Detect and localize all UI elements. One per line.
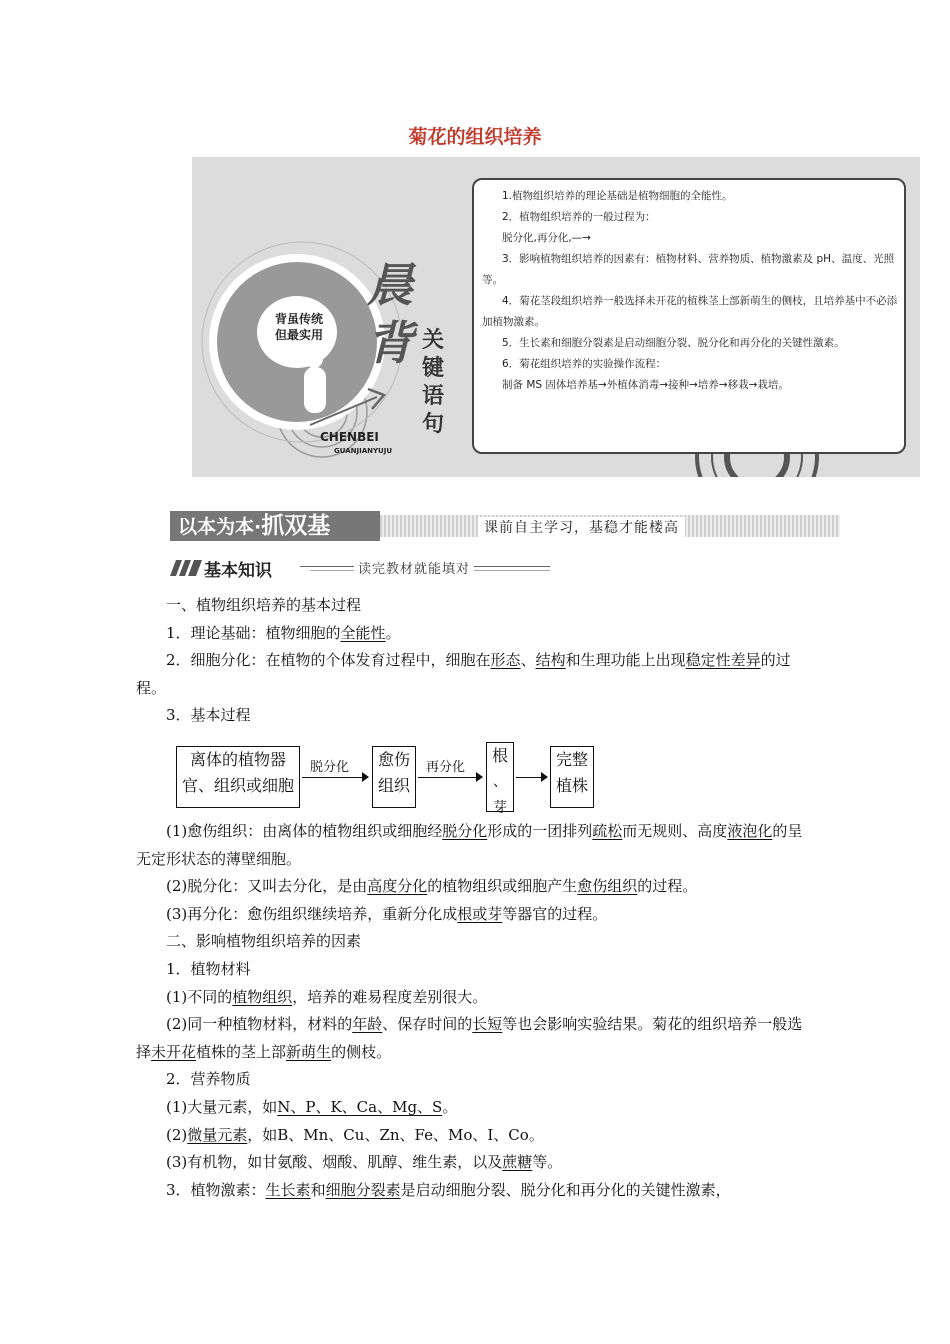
heading-2: 二、影响植物组织培养的因素 (166, 932, 362, 951)
heading-1: 一、植物组织培养的基本过程 (166, 596, 362, 614)
process-flow (176, 746, 616, 816)
arrow-head-icon (362, 772, 369, 782)
key-point: 制备 MS 固体培养基→外植体消毒→接种→培养→移栽→栽培。 (502, 379, 789, 391)
flow-box-callus: 愈伤 组织 (372, 746, 416, 808)
body-text-1: 一、植物组织培养的基本过程 1．理论基础：植物细胞的全能性。 2．细胞分化：在植物的个体发育过程中，细胞在形态、结构和生理功能上出现稳定性差异的过程。 3．基本过程 (136, 592, 816, 730)
subsection-label: 基本知识 (204, 561, 272, 581)
body-text-2: (1)愈伤组织：由离体的植物组织或细胞经脱分化形成的一团排列疏松而无规则、高度液泡化的呈无定形状态的薄壁细胞。 (2)脱分化：又叫去分化，是由高度分化的植物组织或细胞产生愈伤组织的过程。 (3)再分化：愈伤组织继续培养，重新分化成根或芽等器官的过程。 二、影响植物组织培养的因素 1．植物材料 (1)不同的植物组织，培养的难易程度差别很大。 (2)同一种植物材料，材料的年龄、保存时间的长短等也会影响实验结果。菊花的组织培养一般选择未开花植株的茎上部新萌生的侧枝。 2．营养物质 (1)大量元素，如N、P、K、Ca、Mg、S。 (2)微量元素，如B、Mn、Cu、Zn、Fe、Mo、I、Co。 (3)有机物，如甘氨酸、烟酸、肌醇、维生素，以及蔗糖等。 3．植物激素：生长素和细胞分裂素是启动细胞分裂、脱分化和再分化的关键性激素， (136, 818, 816, 1204)
flow-label-dedifferentiation: 脱分化 (310, 760, 350, 775)
page-title: 菊花的组织培养 (408, 126, 542, 148)
flow-label-redifferentiation: 再分化 (426, 760, 466, 775)
banner-char-chen: 晨 (367, 258, 413, 312)
key-point: 1.植物组织培养的理论基础是植物细胞的全能性。 (502, 190, 733, 202)
subsection-subtitle: 读完教材就能填对 (354, 558, 474, 577)
key-sentences-box (472, 178, 906, 454)
section-bar-left: 以本为本· (178, 516, 262, 538)
stripes-icon (170, 560, 202, 576)
banner-side-title: 关 键 语 句 (422, 328, 445, 437)
badge-text: 背虽传统 但最实用 (274, 312, 323, 342)
section-bar-subtitle: 课前自主学习，基稳才能楼高 (478, 517, 685, 537)
key-point: 2．植物组织培养的一般过程为： (502, 211, 656, 223)
pinyin-sub: GUANJIANYUJU (334, 447, 393, 455)
flow-box-plant: 完整 植株 (550, 746, 594, 808)
key-point: 脱分化,再分化,—→ (502, 232, 591, 244)
flow-box-root-bud: 根 、芽 (486, 742, 514, 812)
key-point: 6．菊花组织培养的实验操作流程： (502, 358, 667, 370)
arrow-head-icon (541, 772, 548, 782)
key-point: 4．菊花茎段组织培养一般选择未开花的植株茎上部新萌生的侧枝，且培养基中不必添加植物激素。 (482, 295, 898, 328)
section-bar-emphasis: 抓双基 (261, 513, 331, 539)
subsection-bar (170, 556, 550, 580)
key-point: 3．影响植物组织培养的因素有：植物材料、营养物质、植物激素及 pH、温度、光照等。 (482, 253, 895, 286)
section-bar (170, 511, 840, 541)
key-point: 5．生长素和细胞分裂素是启动细胞分裂、脱分化和再分化的关键性激素。 (502, 337, 845, 349)
arrow-head-icon (476, 772, 483, 782)
pinyin-main: CHENBEI (320, 430, 379, 444)
flow-box-explant: 离体的植物器 官、组织或细胞 (176, 746, 300, 808)
banner-char-bei: 背 (367, 316, 413, 370)
